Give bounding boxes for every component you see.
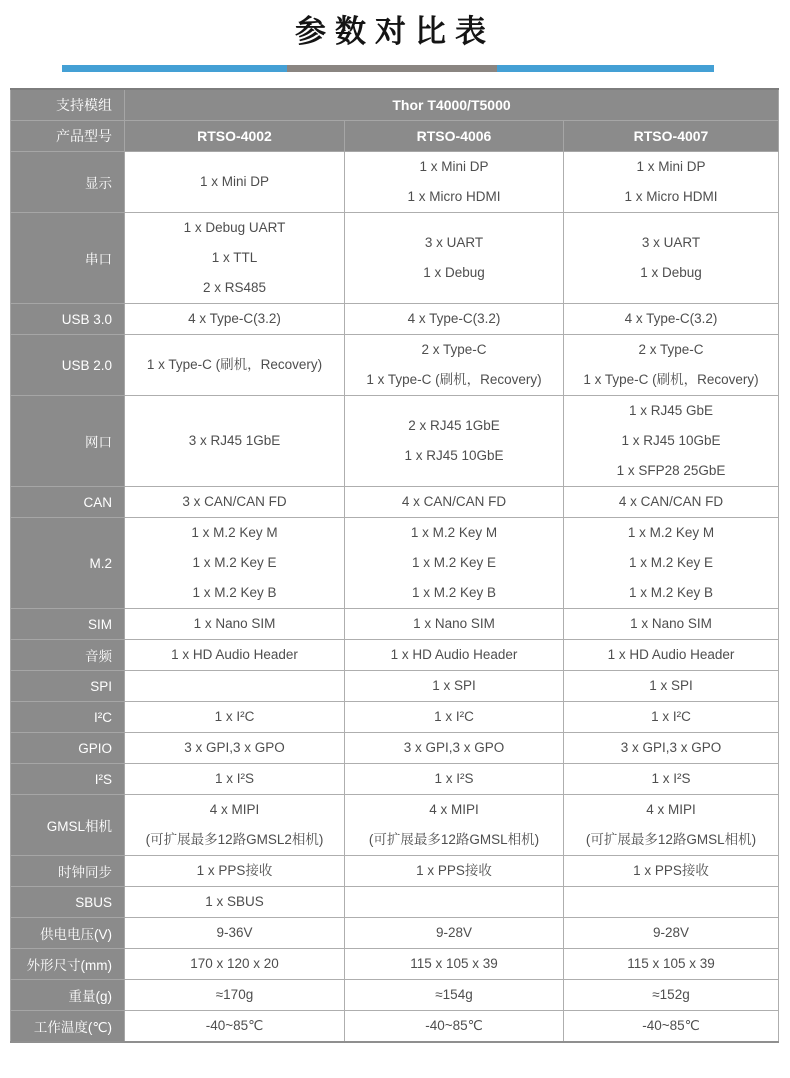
spec-line: ≈170g	[215, 987, 254, 1002]
spec-line: 1 x HD Audio Header	[171, 647, 298, 662]
spec-line: 9-36V	[216, 925, 253, 940]
table-row	[11, 152, 779, 213]
spec-cell	[345, 213, 564, 304]
table-row	[11, 856, 779, 887]
spec-line: 1 x Mini DP	[636, 159, 706, 174]
spec-line: 2 x Type-C	[421, 342, 487, 357]
spec-cell	[125, 609, 345, 640]
spec-line: 4 x CAN/CAN FD	[401, 494, 507, 509]
row-label: 外形尺寸(mm)	[11, 949, 125, 980]
spec-line: 1 x Type-C (刷机，Recovery)	[583, 372, 759, 387]
divider-bar	[62, 65, 714, 72]
model-name-rtso-4007: RTSO-4007	[564, 121, 779, 152]
spec-cell	[125, 518, 345, 609]
spec-line: 1 x SBUS	[205, 894, 264, 909]
spec-line: 4 x Type-C(3.2)	[624, 311, 718, 326]
spec-line: 1 x I²C	[651, 709, 691, 724]
spec-line: 3 x UART	[424, 235, 484, 250]
spec-cell	[125, 764, 345, 795]
table-row	[11, 671, 779, 702]
spec-line: 3 x GPI,3 x GPO	[403, 740, 505, 755]
spec-line: 1 x Debug	[423, 265, 485, 280]
spec-cell	[564, 640, 779, 671]
spec-cell	[125, 640, 345, 671]
spec-line: 1 x M.2 Key B	[192, 585, 277, 600]
product-model-row	[11, 121, 779, 152]
spec-line: 1 x M.2 Key M	[627, 525, 715, 540]
spec-cell	[125, 304, 345, 335]
spec-line: 9-28V	[435, 925, 473, 940]
spec-cell	[345, 304, 564, 335]
spec-cell	[564, 949, 779, 980]
row-label: USB 2.0	[11, 335, 125, 396]
spec-cell	[345, 702, 564, 733]
table-row	[11, 764, 779, 795]
spec-line: 1 x Debug	[640, 265, 702, 280]
row-label: 时钟同步	[11, 856, 125, 887]
spec-line: 1 x Mini DP	[419, 159, 489, 174]
spec-line: 3 x GPI,3 x GPO	[620, 740, 722, 755]
spec-line: 1 x M.2 Key M	[410, 525, 498, 540]
spec-line: 1 x Type-C (刷机，Recovery)	[366, 372, 542, 387]
spec-cell	[345, 671, 564, 702]
row-label: 供电电压(V)	[11, 918, 125, 949]
table-row	[11, 795, 779, 856]
spec-cell	[345, 396, 564, 487]
table-row	[11, 918, 779, 949]
spec-cell	[564, 795, 779, 856]
row-label: 网口	[11, 396, 125, 487]
row-label: 串口	[11, 213, 125, 304]
spec-cell	[125, 887, 345, 918]
spec-cell	[125, 949, 345, 980]
spec-cell	[345, 1011, 564, 1043]
spec-line: 170 x 120 x 20	[190, 956, 279, 971]
spec-cell	[125, 918, 345, 949]
spec-line: 1 x I²C	[214, 709, 255, 724]
spec-line: -40~85℃	[205, 1018, 264, 1033]
spec-cell	[564, 518, 779, 609]
product-model-label: 产品型号	[11, 121, 125, 152]
support-module-value: Thor T4000/T5000	[125, 89, 779, 121]
spec-line: 4 x Type-C(3.2)	[188, 311, 281, 326]
spec-line: 1 x I²S	[214, 771, 254, 786]
spec-cell	[564, 918, 779, 949]
row-label: I²S	[11, 764, 125, 795]
spec-cell	[125, 213, 345, 304]
spec-cell	[564, 887, 779, 918]
row-label: SBUS	[11, 887, 125, 918]
spec-line: 1 x M.2 Key E	[192, 555, 277, 570]
spec-table	[10, 88, 779, 1043]
spec-cell	[564, 304, 779, 335]
table-row	[11, 213, 779, 304]
spec-cell	[125, 396, 345, 487]
spec-line: 1 x RJ45 10GbE	[621, 433, 721, 448]
table-row	[11, 733, 779, 764]
spec-line: 3 x GPI,3 x GPO	[184, 740, 285, 755]
model-name-rtso-4006: RTSO-4006	[345, 121, 564, 152]
table-row	[11, 980, 779, 1011]
spec-line: 1 x SPI	[432, 678, 476, 693]
table-row	[11, 949, 779, 980]
spec-line: 2 x RJ45 1GbE	[408, 418, 500, 433]
spec-cell	[564, 671, 779, 702]
spec-cell	[345, 640, 564, 671]
divider-segment-blue-right	[497, 65, 714, 72]
spec-cell	[564, 1011, 779, 1043]
table-row	[11, 304, 779, 335]
spec-line: 2 x Type-C	[638, 342, 704, 357]
spec-line: 1 x PPS接收	[196, 863, 273, 878]
table-row	[11, 887, 779, 918]
table-row	[11, 396, 779, 487]
row-label: SIM	[11, 609, 125, 640]
spec-table-wrap	[10, 88, 779, 1043]
spec-cell	[345, 764, 564, 795]
spec-line: 1 x HD Audio Header	[390, 647, 518, 662]
spec-cell	[125, 856, 345, 887]
spec-line: 1 x I²S	[651, 771, 691, 786]
spec-table-header	[11, 89, 779, 152]
spec-cell	[345, 609, 564, 640]
spec-line: 1 x M.2 Key E	[628, 555, 714, 570]
spec-cell	[345, 487, 564, 518]
spec-cell	[564, 733, 779, 764]
spec-cell	[125, 335, 345, 396]
spec-cell	[564, 396, 779, 487]
spec-line: -40~85℃	[642, 1018, 700, 1033]
spec-cell	[125, 152, 345, 213]
spec-cell	[345, 980, 564, 1011]
spec-cell	[125, 980, 345, 1011]
divider-segment-gray-middle	[287, 65, 497, 72]
spec-line: 1 x M.2 Key B	[628, 585, 714, 600]
spec-line: 1 x Type-C (刷机，Recovery)	[146, 357, 323, 372]
spec-line: 1 x HD Audio Header	[607, 647, 735, 662]
spec-line: 1 x I²C	[434, 709, 474, 724]
spec-line: 4 x MIPI	[429, 802, 479, 817]
spec-line: 1 x Micro HDMI	[624, 189, 718, 204]
row-label: 音频	[11, 640, 125, 671]
spec-cell	[345, 887, 564, 918]
spec-line: 3 x RJ45 1GbE	[188, 433, 281, 448]
spec-line: 115 x 105 x 39	[627, 956, 715, 971]
spec-line: 1 x SFP28 25GbE	[616, 463, 726, 478]
spec-line: 3 x CAN/CAN FD	[182, 494, 287, 509]
spec-line: ≈152g	[652, 987, 690, 1002]
spec-cell	[564, 702, 779, 733]
spec-cell	[125, 487, 345, 518]
spec-line: 1 x M.2 Key E	[411, 555, 497, 570]
row-label: 工作温度(℃)	[11, 1011, 125, 1043]
row-label: M.2	[11, 518, 125, 609]
spec-cell	[345, 949, 564, 980]
spec-line: 4 x Type-C(3.2)	[407, 311, 501, 326]
spec-line: 4 x MIPI	[646, 802, 696, 817]
table-row	[11, 640, 779, 671]
spec-cell	[125, 733, 345, 764]
divider-segment-blue-left	[62, 65, 287, 72]
spec-line: (可扩展最多12路GMSL2相机)	[145, 832, 324, 847]
row-label: 显示	[11, 152, 125, 213]
row-label: GMSL相机	[11, 795, 125, 856]
spec-cell	[125, 1011, 345, 1043]
spec-cell	[564, 980, 779, 1011]
spec-line: 3 x UART	[641, 235, 701, 250]
row-label: I²C	[11, 702, 125, 733]
spec-line: 1 x RJ45 GbE	[628, 403, 714, 418]
spec-line: 2 x RS485	[202, 280, 267, 295]
spec-table-body	[11, 152, 779, 1043]
spec-line: (可扩展最多12路GMSL相机)	[368, 832, 540, 847]
spec-cell	[345, 518, 564, 609]
table-row	[11, 487, 779, 518]
table-row	[11, 518, 779, 609]
spec-line: -40~85℃	[425, 1018, 483, 1033]
spec-line: 1 x PPS接收	[633, 863, 709, 878]
spec-line: 1 x TTL	[211, 250, 258, 265]
spec-line: 1 x PPS接收	[416, 863, 492, 878]
spec-cell	[345, 918, 564, 949]
table-row	[11, 335, 779, 396]
spec-cell	[125, 795, 345, 856]
page-title: 参数对比表	[295, 14, 495, 49]
spec-line: 1 x Nano SIM	[413, 616, 495, 631]
spec-cell	[564, 152, 779, 213]
spec-line: 4 x CAN/CAN FD	[618, 494, 724, 509]
support-module-row	[11, 89, 779, 121]
spec-line: 4 x MIPI	[209, 802, 260, 817]
spec-cell	[345, 733, 564, 764]
spec-line: 1 x RJ45 10GbE	[404, 448, 504, 463]
spec-line: 1 x Nano SIM	[193, 616, 276, 631]
spec-line: 1 x Nano SIM	[630, 616, 712, 631]
spec-cell	[125, 671, 345, 702]
row-label: USB 3.0	[11, 304, 125, 335]
table-row	[11, 609, 779, 640]
spec-line: ≈154g	[435, 987, 473, 1002]
row-label: CAN	[11, 487, 125, 518]
spec-cell	[125, 702, 345, 733]
spec-cell	[345, 335, 564, 396]
row-label: GPIO	[11, 733, 125, 764]
spec-line: 1 x I²S	[434, 771, 474, 786]
model-name-rtso-4002: RTSO-4002	[125, 121, 345, 152]
spec-line: 1 x M.2 Key M	[191, 525, 278, 540]
row-label: SPI	[11, 671, 125, 702]
spec-cell	[345, 152, 564, 213]
spec-cell	[564, 764, 779, 795]
row-label: 重量(g)	[11, 980, 125, 1011]
spec-cell	[564, 213, 779, 304]
spec-line: 9-28V	[652, 925, 690, 940]
spec-cell	[564, 609, 779, 640]
spec-line: 1 x M.2 Key B	[411, 585, 497, 600]
support-module-label: 支持模组	[11, 89, 125, 121]
spec-cell	[564, 856, 779, 887]
spec-line: 115 x 105 x 39	[410, 956, 498, 971]
table-row	[11, 702, 779, 733]
spec-line: (可扩展最多12路GMSL相机)	[585, 832, 757, 847]
spec-line: 1 x Mini DP	[199, 174, 270, 189]
spec-line: 1 x Debug UART	[183, 220, 286, 235]
spec-cell	[564, 487, 779, 518]
table-row	[11, 1011, 779, 1043]
spec-cell	[345, 856, 564, 887]
spec-cell	[564, 335, 779, 396]
spec-line: 1 x Micro HDMI	[407, 189, 501, 204]
spec-cell	[345, 795, 564, 856]
spec-line: 1 x SPI	[649, 678, 693, 693]
